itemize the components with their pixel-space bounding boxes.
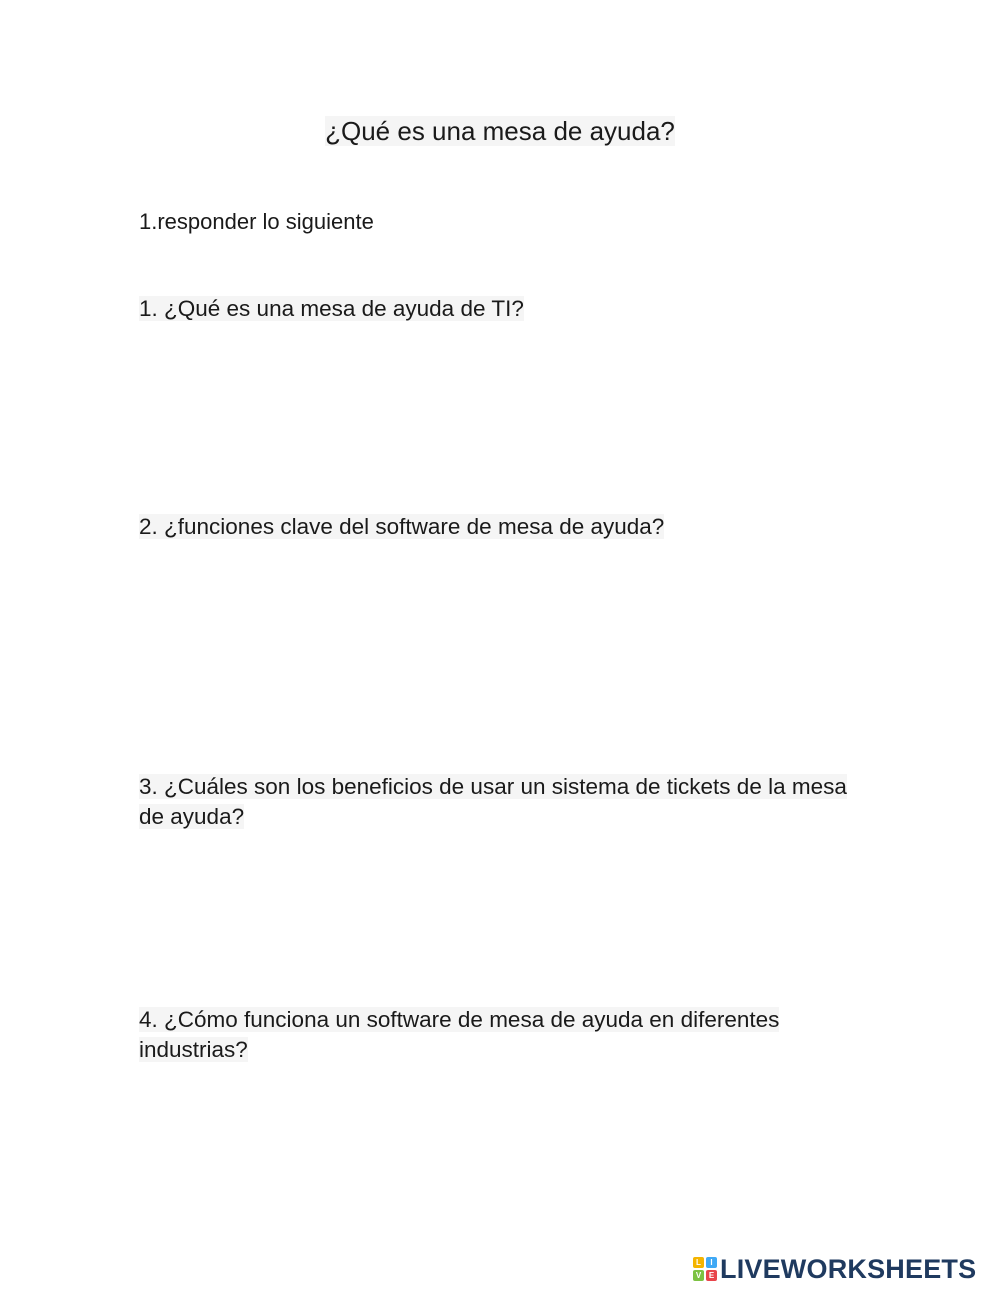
page-title <box>0 114 1000 148</box>
page-title-text: ¿Qué es una mesa de ayuda? <box>325 116 675 146</box>
question-3 <box>139 772 859 832</box>
question-2-text: 2. ¿funciones clave del software de mesa de ayuda? <box>139 514 665 539</box>
logo-text: LIVEWORKSHEETS <box>720 1253 977 1284</box>
question-4-text: 4. ¿Cómo funciona un software de mesa de ayuda en diferentes industrias? <box>139 1007 780 1062</box>
question-1 <box>139 294 859 324</box>
answer-area-2[interactable] <box>139 553 859 753</box>
logo-tile-1: L <box>693 1257 704 1268</box>
logo-tile-2: I <box>706 1257 717 1268</box>
question-4 <box>139 1005 859 1065</box>
answer-area-1[interactable] <box>139 335 859 495</box>
logo-tile-3: V <box>693 1270 704 1281</box>
logo-tile-4: E <box>706 1270 717 1281</box>
instruction-text: 1.responder lo siguiente <box>139 209 374 234</box>
question-3-text: 3. ¿Cuáles son los beneficios de usar un sistema de tickets de la mesa de ayuda? <box>139 774 847 829</box>
question-1-text: 1. ¿Qué es una mesa de ayuda de TI? <box>139 296 524 321</box>
question-2 <box>139 512 859 542</box>
liveworksheets-logo <box>693 1255 976 1283</box>
answer-area-3[interactable] <box>139 843 859 988</box>
liveworksheets-logo-icon <box>693 1257 717 1281</box>
answer-area-4[interactable] <box>139 1076 859 1226</box>
